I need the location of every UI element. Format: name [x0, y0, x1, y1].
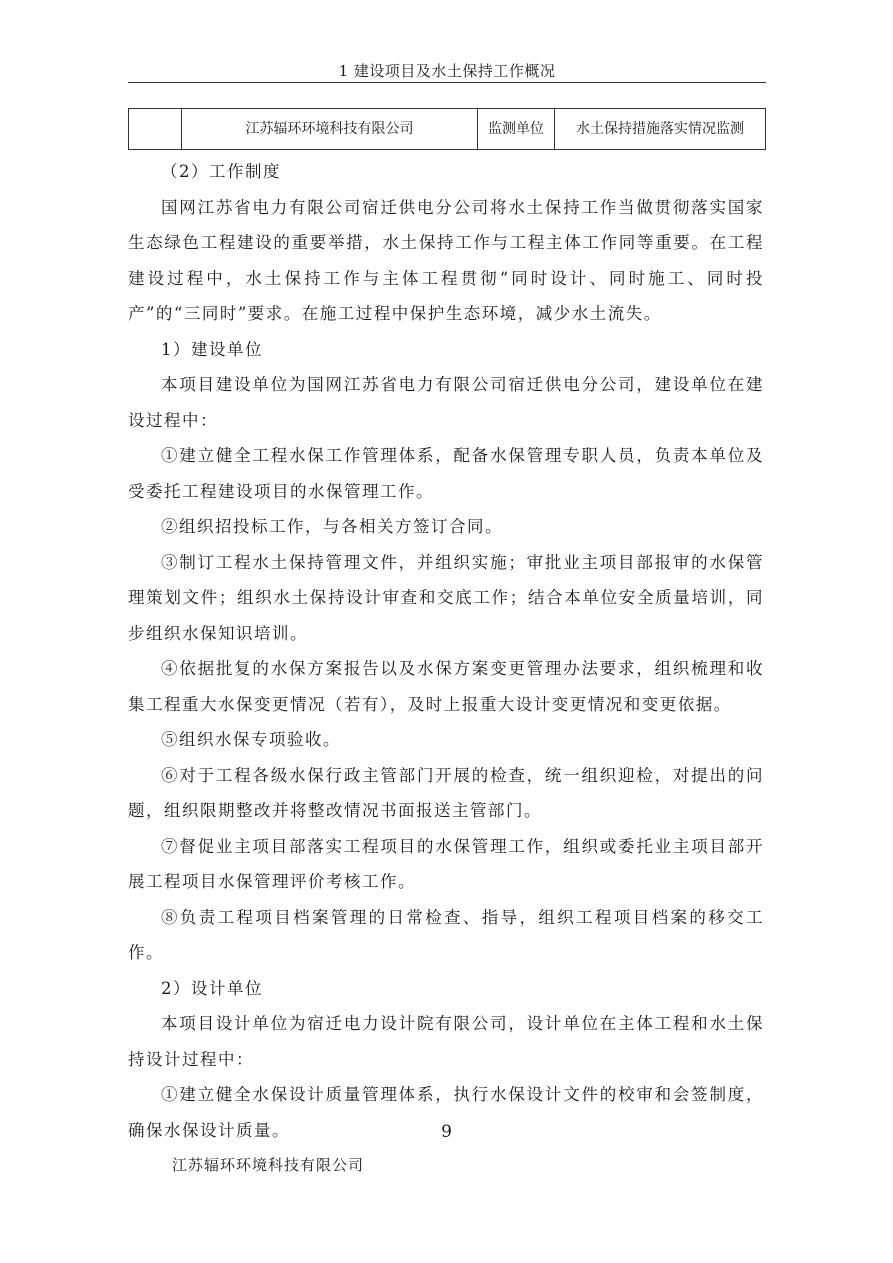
info-table [128, 108, 766, 150]
body-text [128, 154, 764, 1148]
paragraph: 国网江苏省电力有限公司宿迁供电分公司将水土保持工作当做贯彻落实国家生态绿色工程建设的重要举措，水土保持工作与工程主体工作同等重要。在工程建设过程中，水土保持工作与主体工程贯彻“同时设计、同时施工、同时投产”的“三同时”要求。在施工过程中保护生态环境，减少水土流失。 [128, 197, 764, 323]
page-header-title: 1 建设项目及水土保持工作概况 [338, 62, 556, 80]
list-item: ④依据批复的水保方案报告以及水保方案变更管理办法要求，组织梳理和收集工程重大水保变更情况（若有），及时上报重大设计变更情况和变更依据。 [128, 659, 764, 714]
list-item: ①建立健全水保设计质量管理体系，执行水保设计文件的校审和会签制度，确保水保设计质量。 [128, 1085, 764, 1140]
paragraph: 本项目设计单位为宿迁电力设计院有限公司，设计单位在主体工程和水土保持设计过程中： [128, 1014, 764, 1069]
list-item: ①建立健全工程水保工作管理体系，配备水保管理专职人员，负责本单位及受委托工程建设项目的水保管理工作。 [128, 446, 764, 501]
section-heading-work-system: （2）工作制度 [161, 162, 281, 181]
subheading-construction-unit: 1）建设单位 [161, 339, 263, 359]
table-cell-company: 江苏辐环环境科技有限公司 [182, 109, 478, 150]
table-row [129, 109, 766, 150]
subheading-design-unit: 2）设计单位 [161, 978, 263, 998]
list-item: ⑦督促业主项目部落实工程项目的水保管理工作，组织或委托业主项目部开展工程项目水保管理评价考核工作。 [128, 836, 764, 891]
footer-company-name: 江苏辐环环境科技有限公司 [172, 1156, 365, 1174]
table-cell-role: 监测单位 [478, 109, 555, 150]
list-item: ⑤组织水保专项验收。 [161, 730, 341, 749]
list-item: ②组织招投标工作，与各相关方签订合同。 [161, 517, 503, 536]
page-number: 9 [441, 1122, 452, 1142]
table-cell-blank [129, 109, 182, 150]
paragraph: 本项目建设单位为国网江苏省电力有限公司宿迁供电分公司，建设单位在建设过程中： [128, 375, 764, 430]
header-divider [128, 82, 766, 83]
list-item: ⑧负责工程项目档案管理的日常检查、指导，组织工程项目档案的移交工作。 [128, 907, 764, 962]
list-item: ⑥对于工程各级水保行政主管部门开展的检查，统一组织迎检，对提出的问题，组织限期整改并将整改情况书面报送主管部门。 [128, 765, 764, 820]
list-item: ③制订工程水土保持管理文件，并组织实施；审批业主项目部报审的水保管理策划文件；组织水土保持设计审查和交底工作；结合本单位安全质量培训，同步组织水保知识培训。 [128, 552, 764, 643]
table-cell-duty: 水土保持措施落实情况监测 [555, 109, 766, 150]
